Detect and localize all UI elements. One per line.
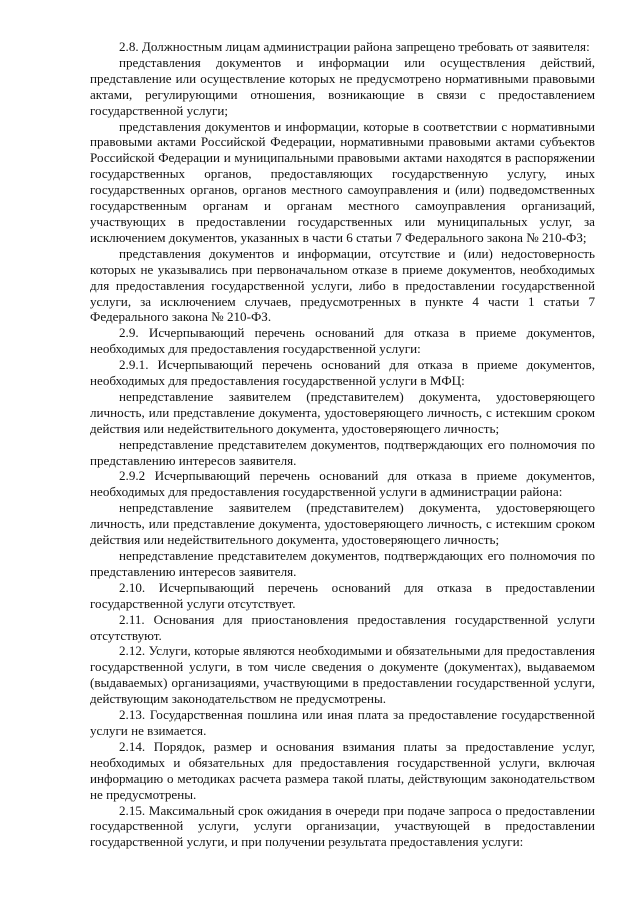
clause-2-9-1-item-1: непредставление заявителем (представителем) документа, удостоверяющего личность, или представление документа, удостоверяющего личность, с истекшим сроком действия или недействительного документа, удостоверяющего личность; [90,388,595,436]
clause-2-9-1-heading: 2.9.1. Исчерпывающий перечень оснований для отказа в приеме документов, необходимых для предоставления государственной услуги в МФЦ: [90,357,595,389]
clause-2-9-2-heading: 2.9.2 Исчерпывающий перечень оснований для отказа в приеме документов, необходимых для предоставления государственной услуги в администрации района: [90,468,595,500]
clause-2-15: 2.15. Максимальный срок ожидания в очереди при подаче запроса о предоставлении государственной услуги, услуги организации, участвующей в предоставлении государственной услуги, и при получении результата предоставления услуги: [90,802,595,850]
clause-2-9-heading: 2.9. Исчерпывающий перечень оснований для отказа в приеме документов, необходимых для предоставления государственной услуги: [90,325,595,357]
clause-2-9-1-item-2: непредставление представителем документов, подтверждающих его полномочия по представлению интересов заявителя. [90,436,595,468]
clause-2-14: 2.14. Порядок, размер и основания взимания платы за предоставление услуг, необходимых и обязательных для предоставления государственной услуги, включая информацию о методиках расчета размера такой платы, действующим законодательством не предусмотрены. [90,738,595,802]
clause-2-8-item-2: представления документов и информации, которые в соответствии с нормативными правовыми актами Российской Федерации, нормативными правовыми актами субъектов Российской Федерации и муниципальными правовыми актами находятся в распоряжении государственных органов, предоставляющих государственную услугу, иных государственных органов, органов местного самоуправления и (или) подведомственных государственным органам и органам местного самоуправления организаций, участвующих в предоставлении государственных или муниципальных услуг, за исключением документов, указанных в части 6 статьи 7 Федерального закона № 210-ФЗ; [90,118,595,245]
clause-2-9-2-item-2: непредставление представителем документов, подтверждающих его полномочия по представлению интересов заявителя. [90,548,595,579]
clause-2-11: 2.11. Основания для приостановления предоставления государственной услуги отсутствуют. [90,611,595,643]
clause-2-10: 2.10. Исчерпывающий перечень оснований для отказа в предоставлении государственной услуги отсутствует. [90,579,595,611]
clause-2-8-item-3: представления документов и информации, отсутствие и (или) недостоверность которых не указывались при первоначальном отказе в приеме документов, необходимых для предоставления государственной услуги, либо в предоставлении государственной услуги, за исключением случаев, предусмотренных в пункте 4 части 1 статьи 7 Федерального закона № 210-ФЗ. [90,245,595,325]
clause-2-13: 2.13. Государственная пошлина или иная плата за предоставление государственной услуги не взимается. [90,707,595,738]
document-page [90,39,595,850]
clause-2-8-item-1: представления документов и информации или осуществления действий, представление или осуществление которых не предусмотрено нормативными правовыми актами, регулирующими отношения, возникающие в связи с предоставлением государственной услуги; [90,54,595,118]
clause-2-9-2-item-1: непредставление заявителем (представителем) документа, удостоверяющего личность, или представление документа, удостоверяющего личность, с истекшим сроком действия или недействительного документа, удостоверяющего личность; [90,500,595,548]
clause-2-12: 2.12. Услуги, которые являются необходимыми и обязательными для предоставления государственной услуги, в том числе сведения о документе (документах), выдаваемом (выдаваемых) организациями, участвующими в предоставлении государственной услуги, действующим законодательством не предусмотрены. [90,643,595,707]
clause-2-8-heading: 2.8. Должностным лицам администрации района запрещено требовать от заявителя: [119,39,590,54]
